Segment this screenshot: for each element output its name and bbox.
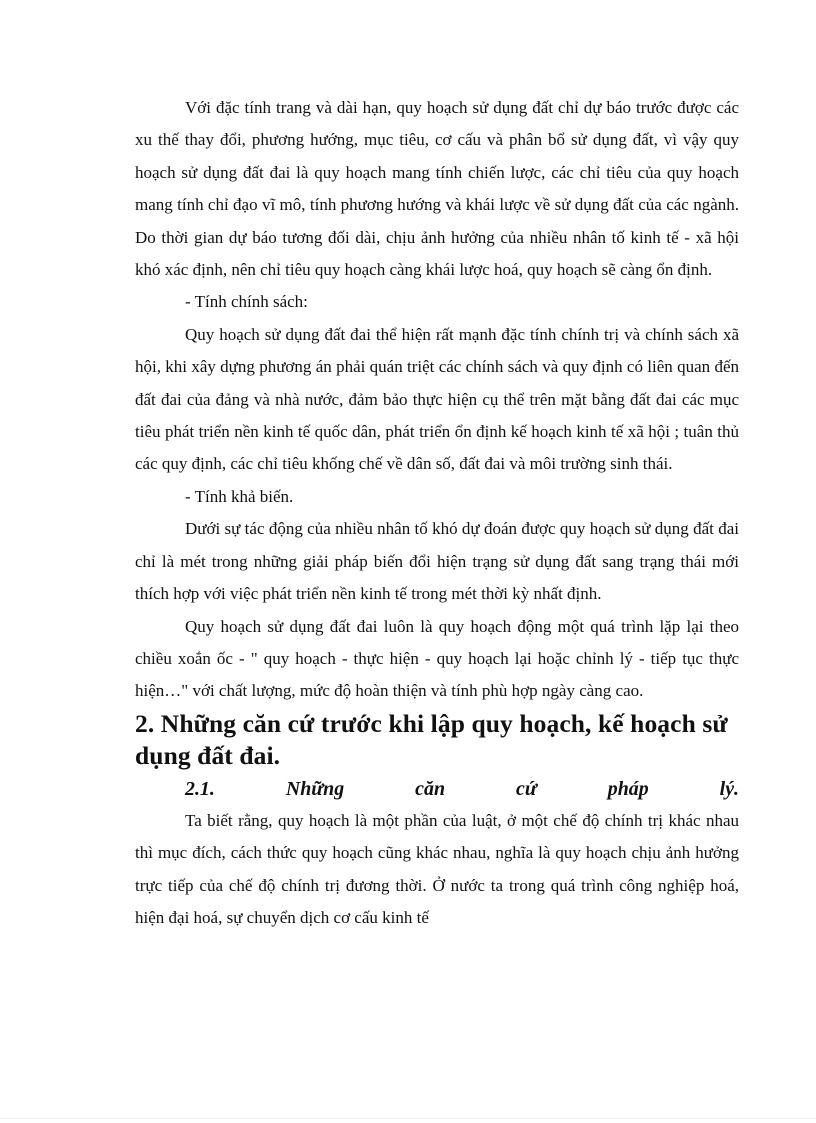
paragraph-legal-basis: Ta biết rằng, quy hoạch là một phần của luật, ở một chế độ chính trị khác nhau thì mục đích, cách thức quy hoạch cũng khác nhau, nghĩa là quy hoạch chịu ảnh hưởng trực tiếp của chế độ chính trị đương thời. Ở nước ta trong quá trình công nghiệp hoá, hiện đại hoá, sự chuyển dịch cơ cấu kinh tế	[135, 810, 739, 928]
item-policy-characteristic: - Tính chính sách:	[185, 292, 308, 312]
paragraph-policy-characteristic: Quy hoạch sử dụng đất đai thể hiện rất mạnh đặc tính chính trị và chính sách xã hội, khi xây dựng phương án phải quán triệt các chính sách và quy định có liên quan đến đất đai của đảng và nhà nước, đảm bảo thực hiện cụ thể trên mặt bằng đất đai các mục tiêu phát triển nền kinh tế quốc dân, phát triển ổn định kế hoạch kinh tế xã hội ; tuân thủ các quy định, các chỉ tiêu khống chế về dân số, đất đai và môi trường sinh thái.	[135, 324, 739, 474]
paragraph-variability-characteristic: Dưới sự tác động của nhiều nhân tố khó dự đoán được quy hoạch sử dụng đất đai chỉ là mét trong những giải pháp biến đổi hiện trạng sử dụng đất sang trạng thái mới thích hợp với việc phát triển nền kinh tế trong mét thời kỳ nhất định.	[135, 519, 739, 604]
section-heading: 2. Những căn cứ trước khi lập quy hoạch, kế hoạch sử dụng đất đai.	[135, 708, 728, 771]
document-body	[135, 92, 739, 935]
page-bottom-edge	[0, 1118, 816, 1119]
item-variability-characteristic: - Tính khả biến.	[185, 486, 294, 506]
subsection-heading: 2.1. Những căn cứ pháp lý.	[185, 777, 739, 800]
paragraph-dynamic-planning: Quy hoạch sử dụng đất đai luôn là quy hoạch động một quá trình lặp lại theo chiều xoắn ốc - " quy hoạch - thực hiện - quy hoạch lại hoặc chỉnh lý - tiếp tục thực hiện…" với chất lượng, mức độ hoàn thiện và tính phù hợp ngày càng cao.	[135, 616, 739, 701]
paragraph-long-term-characteristic: Với đặc tính trang và dài hạn, quy hoạch sử dụng đất chỉ dự báo trước được các xu thế thay đổi, phương hướng, mục tiêu, cơ cấu và phân bổ sử dụng đất, vì vậy quy hoạch sử dụng đất đai là quy hoạch mang tính chiến lược, các chỉ tiêu của quy hoạch mang tính chỉ đạo vĩ mô, tính phương hướng và khái lược về sử dụng đất của các ngành. Do thời gian dự báo tương đối dài, chịu ảnh hưởng của nhiều nhân tố kinh tế - xã hội khó xác định, nên chỉ tiêu quy hoạch càng khái lược hoá, quy hoạch sẽ càng ổn định.	[135, 98, 739, 280]
